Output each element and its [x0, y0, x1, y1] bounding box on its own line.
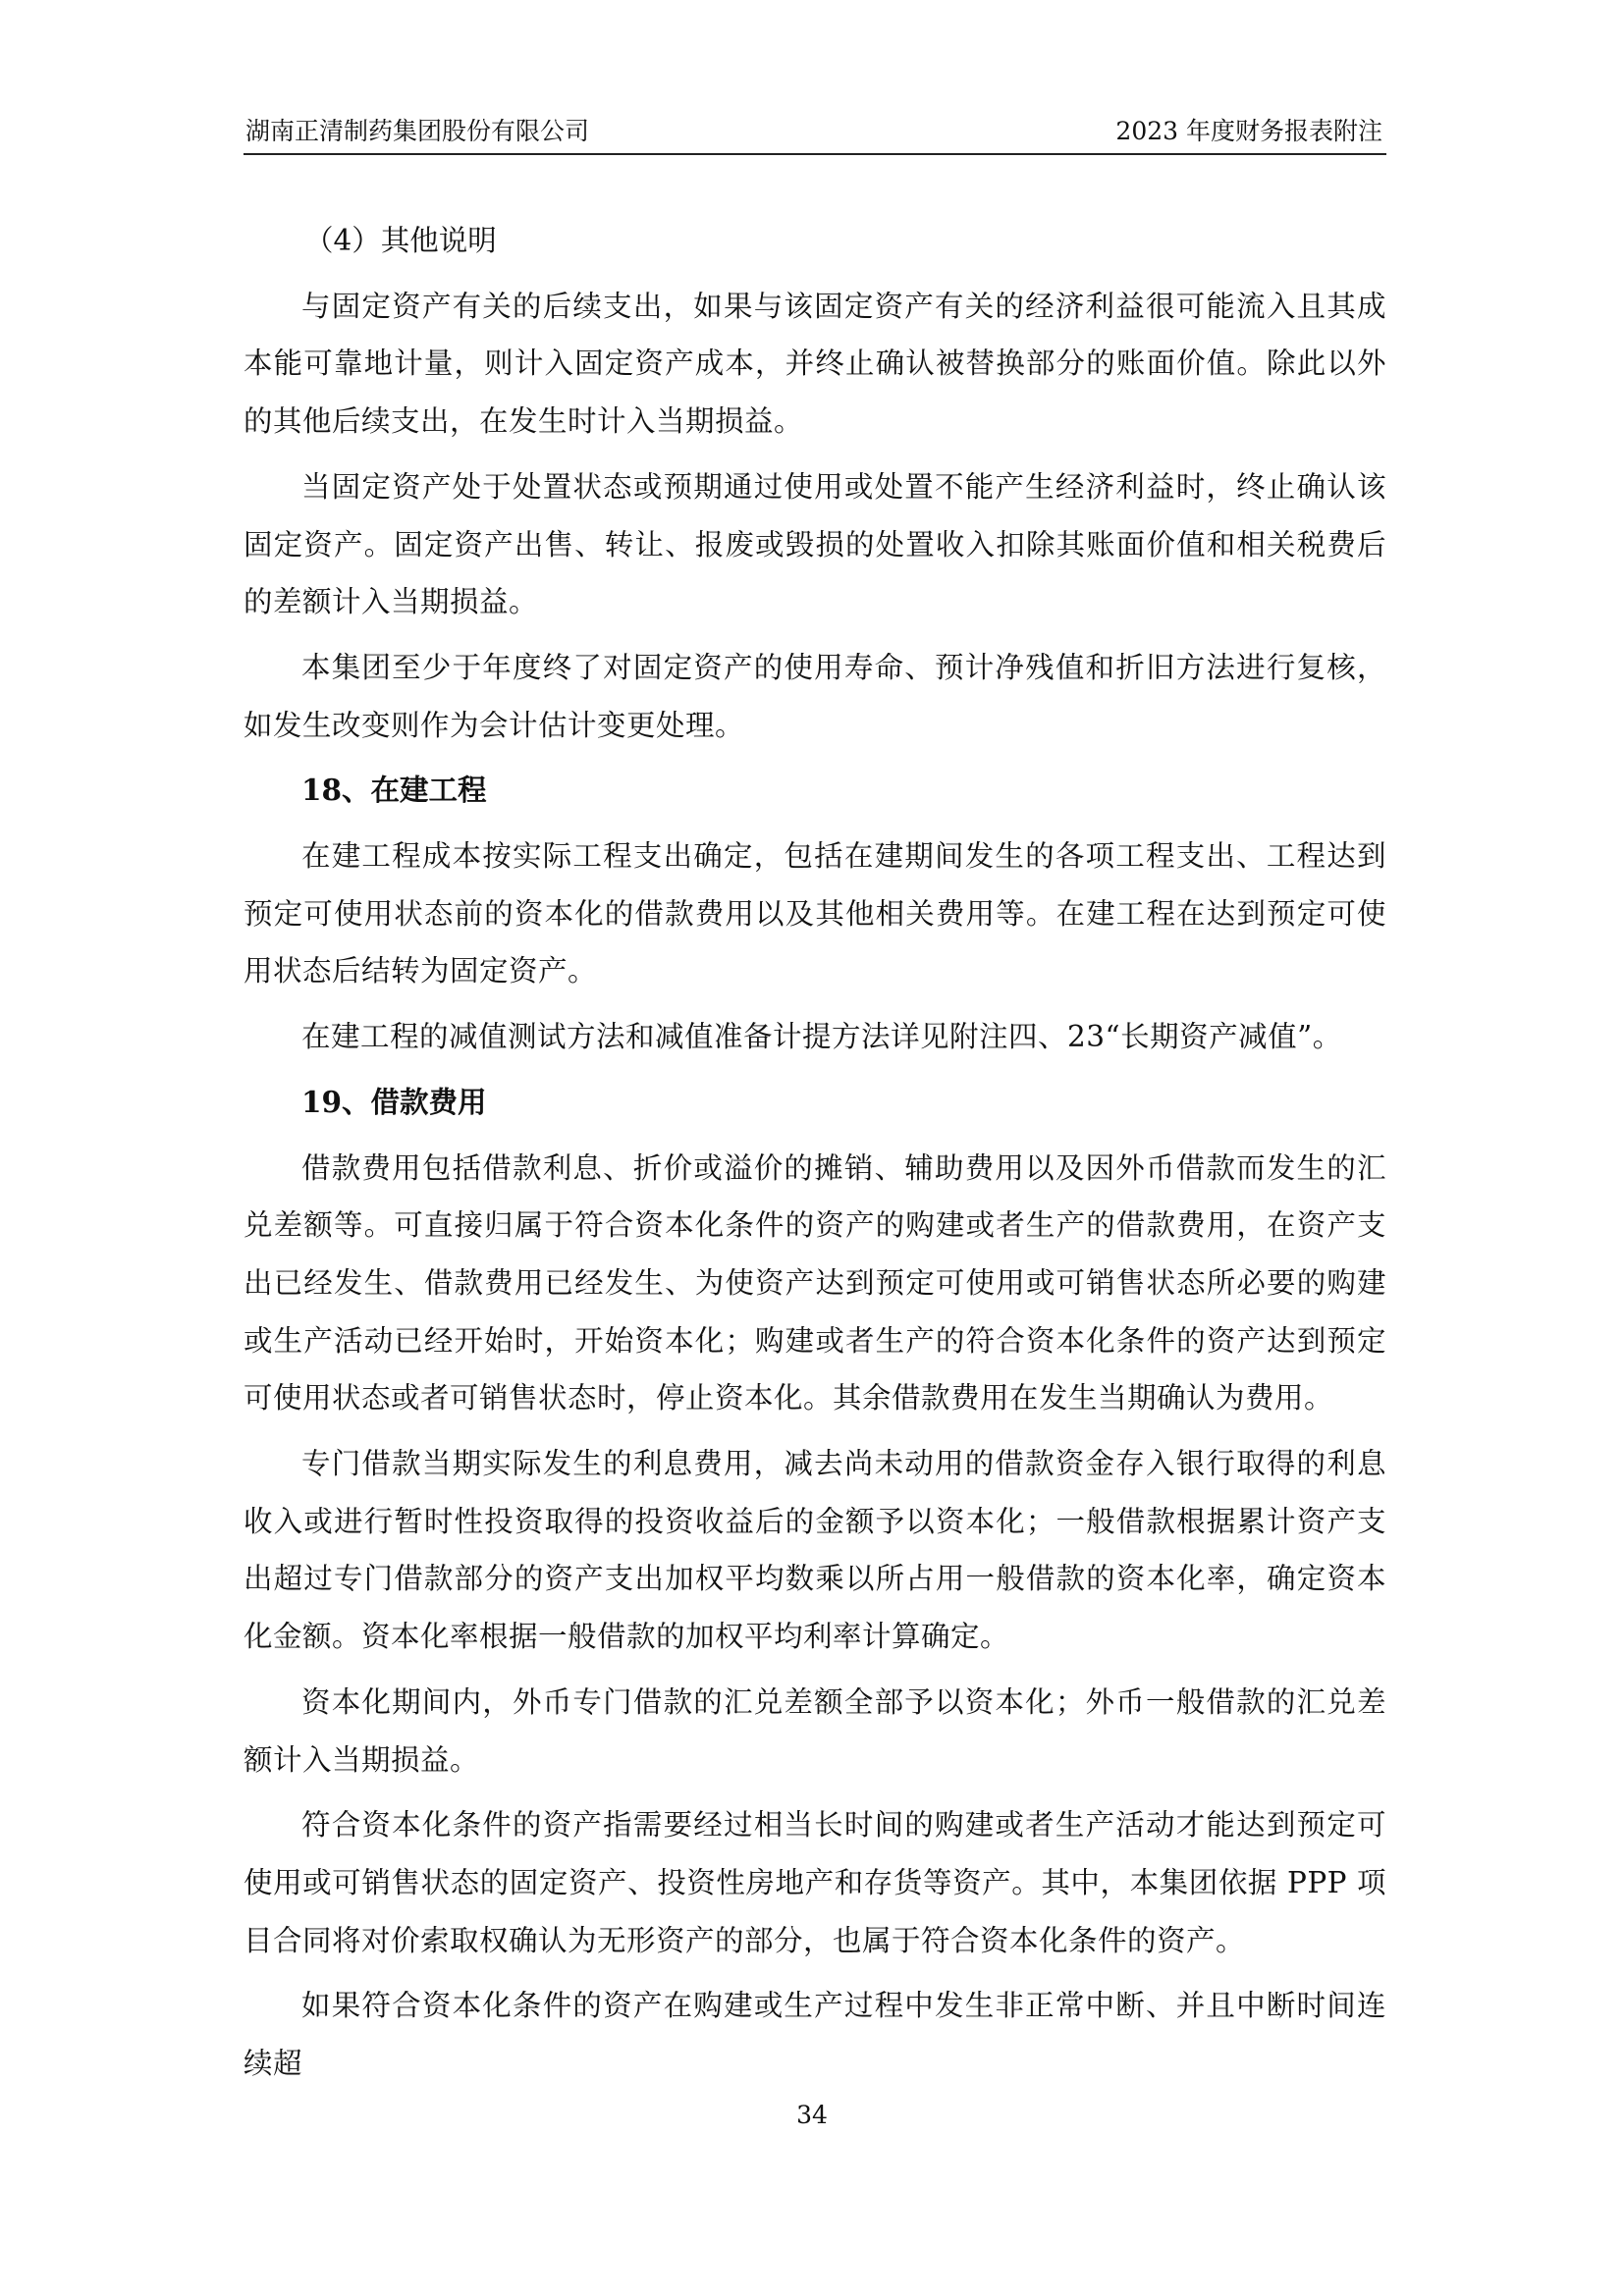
paragraph-derecognition: 当固定资产处于处置状态或预期通过使用或处置不能产生经济利益时，终止确认该固定资产。固定资产出售、转让、报废或毁损的处置收入扣除其账面价值和相关税费后的差额计入当期损益。: [244, 469, 1386, 619]
sub-heading-other-notes: （4）其他说明: [304, 224, 497, 257]
paragraph-qualifying-assets: 符合资本化条件的资产指需要经过相当长时间的购建或者生产活动才能达到预定可使用或可销售状态的固定资产、投资性房地产和存货等资产。其中，本集团依据 PPP 项目合同将对价索取权确认为无形资产的部分，也属于符合资本化条件的资产。: [244, 1808, 1386, 1957]
paragraph-annual-review: 本集团至少于年度终了对固定资产的使用寿命、预计净残值和折旧方法进行复核，如发生改变则作为会计估计变更处理。: [244, 650, 1386, 742]
page-number: 34: [796, 2101, 828, 2129]
page-header: [244, 110, 1386, 155]
paragraph-subsequent-expenditure: 与固定资产有关的后续支出，如果与该固定资产有关的经济利益很可能流入且其成本能可靠地计量，则计入固定资产成本，并终止确认被替换部分的账面价值。除此以外的其他后续支出，在发生时计入当期损益。: [244, 289, 1386, 439]
paragraph-impairment-reference: 在建工程的减值测试方法和减值准备计提方法详见附注四、23“长期资产减值”。: [301, 1020, 1342, 1054]
section-heading-borrowing-costs: 19、借款费用: [301, 1084, 487, 1119]
document-body: [244, 212, 1386, 2101]
header-report-title: 2023 年度财务报表附注: [1115, 117, 1382, 145]
paragraph-interruption: 如果符合资本化条件的资产在购建或生产过程中发生非正常中断、并且中断时间连续超: [244, 1989, 1386, 2081]
section-heading-construction-in-progress: 18、在建工程: [301, 773, 487, 808]
paragraph-borrowing-costs-definition: 借款费用包括借款利息、折价或溢价的摊销、辅助费用以及因外币借款而发生的汇兑差额等。可直接归属于符合资本化条件的资产的购建或者生产的借款费用，在资产支出已经发生、借款费用已经发生、为使资产达到预定可使用或可销售状态所必要的购建或生产活动已经开始时，开始资本化；购建或者生产的符合资本化条件的资产达到预定可使用状态或者可销售状态时，停止资本化。其余借款费用在发生当期确认为费用。: [244, 1150, 1386, 1415]
paragraph-specific-borrowings: 专门借款当期实际发生的利息费用，减去尚未动用的借款资金存入银行取得的利息收入或进行暂时性投资取得的投资收益后的金额予以资本化；一般借款根据累计资产支出超过专门借款部分的资产支出加权平均数乘以所占用一般借款的资本化率，确定资本化金额。资本化率根据一般借款的加权平均利率计算确定。: [244, 1447, 1386, 1654]
header-company-name: 湖南正清制药集团股份有限公司: [245, 117, 590, 145]
paragraph-construction-cost: 在建工程成本按实际工程支出确定，包括在建期间发生的各项工程支出、工程达到预定可使用状态前的资本化的借款费用以及其他相关费用等。在建工程在达到预定可使用状态后结转为固定资产。: [244, 839, 1386, 988]
paragraph-exchange-differences: 资本化期间内，外币专门借款的汇兑差额全部予以资本化；外币一般借款的汇兑差额计入当期损益。: [244, 1684, 1386, 1777]
